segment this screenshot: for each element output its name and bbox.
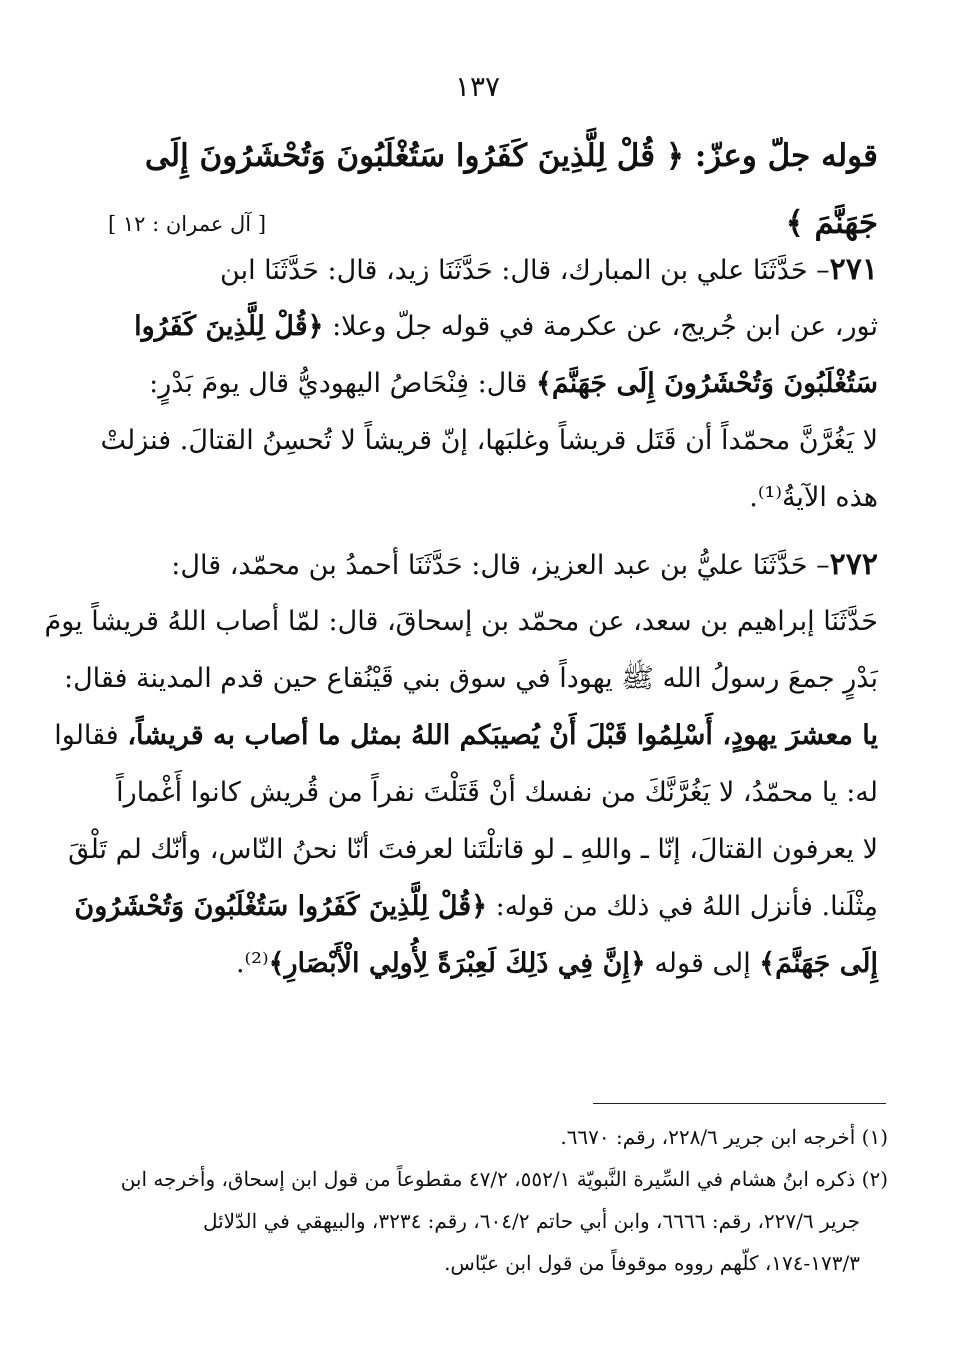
hadith-271-line-3 <box>108 366 878 423</box>
hadith-272-line-2: حَدَّثَنَا إبراهيم بن سعد، عن محمّد بن إسحاقَ، قال: لمّا أصاب اللهُ قريشاً يومَ <box>44 606 878 637</box>
quran-quote: سَتُغْلَبُونَ وَتُحْشَرُونَ إِلَى جَهَنَّمَ﴾ <box>536 368 878 399</box>
hadith-text: ثور، عن ابن جُريج، عن عكرمة في قوله جلّ وعلا: <box>323 311 878 342</box>
prophet-speech: يا معشرَ يهودٍ، أَسْلِمُوا قَبْلَ أَنْ يُصيبَكم اللهُ بمثل ما أصاب به قريشاً، <box>127 720 878 751</box>
hadith-271 <box>100 252 878 537</box>
footnote-marker: ⁽²⁾. <box>235 948 269 979</box>
quran-quote: ﴿قُلْ لِلَّذِينَ كَفَرُوا <box>134 311 324 342</box>
quran-quote: إِلَى جَهَنَّمَ﴾ <box>759 948 878 979</box>
hadith-number: ٢٧٢ <box>829 547 878 582</box>
heading-line-2 <box>108 195 878 252</box>
heading-line-1: قوله جلّ وعزّ: ﴿ قُلْ لِلَّذِينَ كَفَرُوا سَتُغْلَبُونَ وَتُحْشَرُونَ إِلَى <box>144 138 878 174</box>
quran-quote: ﴿إِنَّ فِي ذَلِكَ لَعِبْرَةً لِأُولِي الْأَبْصَارِ﴾ <box>268 948 646 979</box>
hadith-text: فقالوا <box>54 720 128 751</box>
hadith-272-line-4 <box>54 718 878 775</box>
hadith-272-line-5: له: يا محمّدُ، لا يَغُرَّنَّكَ من نفسك أنْ قَتَلْتَ نفراً من قُريش كانوا أَغْماراً <box>116 777 878 808</box>
hadith-272-line-3: بَدْرٍ جمعَ رسولُ الله ﷺ يهوداً في سوق بني قَيْنُقاع حين قدم المدينة فقال: <box>63 663 878 694</box>
hadith-271-line-2 <box>108 309 878 366</box>
surah-reference: [ آل عمران : ١٢ ] <box>108 211 267 236</box>
hadith-272-line-1 <box>108 547 878 604</box>
footnote-2-line-1: (٢) ذكره ابنُ هشام في السِّيرة النَّبويّة ٥٥٢/١، ٤٧/٢ مقطوعاً من قول ابن إسحاق، وأخرجه ابن <box>120 1167 888 1191</box>
hadith-271-line-4: لا يَغُرَّنَّ محمّداً أن قَتَل قريشاً وغلبَها، إنّ قريشاً لا تُحسِنُ القتالَ. فنزلتْ <box>100 425 878 456</box>
hadith-271-line-1 <box>108 252 878 309</box>
footnote-separator <box>593 1103 886 1104</box>
hadith-text: – حَدَّثَنَا عليُّ بن عبد العزيز، قال: حَدَّثَنَا أحمدُ بن محمّد، قال: <box>171 550 830 581</box>
footnotes <box>108 1124 888 1292</box>
page-number: ١٣٧ <box>454 70 501 103</box>
heading-verse-end: جَهَنَّمَ ﴾ <box>785 205 878 241</box>
quran-quote: ﴿قُلْ لِلَّذِينَ كَفَرُوا سَتُغْلَبُونَ وَتُحْشَرُونَ <box>74 891 488 922</box>
footnote-2-line-2: جرير ٢٢٧/٦، رقم: ٦٦٦٦، وابن أبي حاتم ٦٠٤/٢، رقم: ٣٢٣٤، والبيهقي في الدّلائل <box>202 1209 860 1233</box>
hadith-text: مِثْلَنا. فأنزل اللهُ في ذلك من قوله: <box>487 891 878 922</box>
verse-heading <box>108 138 878 252</box>
hadith-272-line-6: لا يعرفون القتالَ، إنّا ـ واللهِ ـ لو قاتلْتَنا لعرفتَ أنّا نحنُ النّاس، وأنّك لم تَلْقَ <box>68 834 878 865</box>
hadith-271-line-5: هذه الآيةُ⁽¹⁾. <box>749 482 878 513</box>
footnote-2-line-3: ١٧٣/٣-١٧٤، كلّهم رووه موقوفاً من قول ابن عبّاس. <box>444 1251 860 1275</box>
main-text <box>44 138 878 1003</box>
hadith-272-line-7 <box>74 889 878 946</box>
hadith-272 <box>44 547 878 1003</box>
footnote-1: (١) أخرجه ابن جرير ٢٢٨/٦، رقم: ٦٦٧٠. <box>560 1125 888 1149</box>
hadith-text: قال: فِنْحَاصُ اليهوديُّ قال يومَ بَدْرٍ: <box>149 368 536 399</box>
hadith-272-line-8 <box>108 946 878 1003</box>
hadith-text: – حَدَّثَنَا علي بن المبارك، قال: حَدَّثَنَا زيد، قال: حَدَّثَنَا ابن <box>220 255 830 286</box>
hadith-number: ٢٧١ <box>829 252 878 287</box>
hadith-text: إلى قوله <box>645 948 760 979</box>
